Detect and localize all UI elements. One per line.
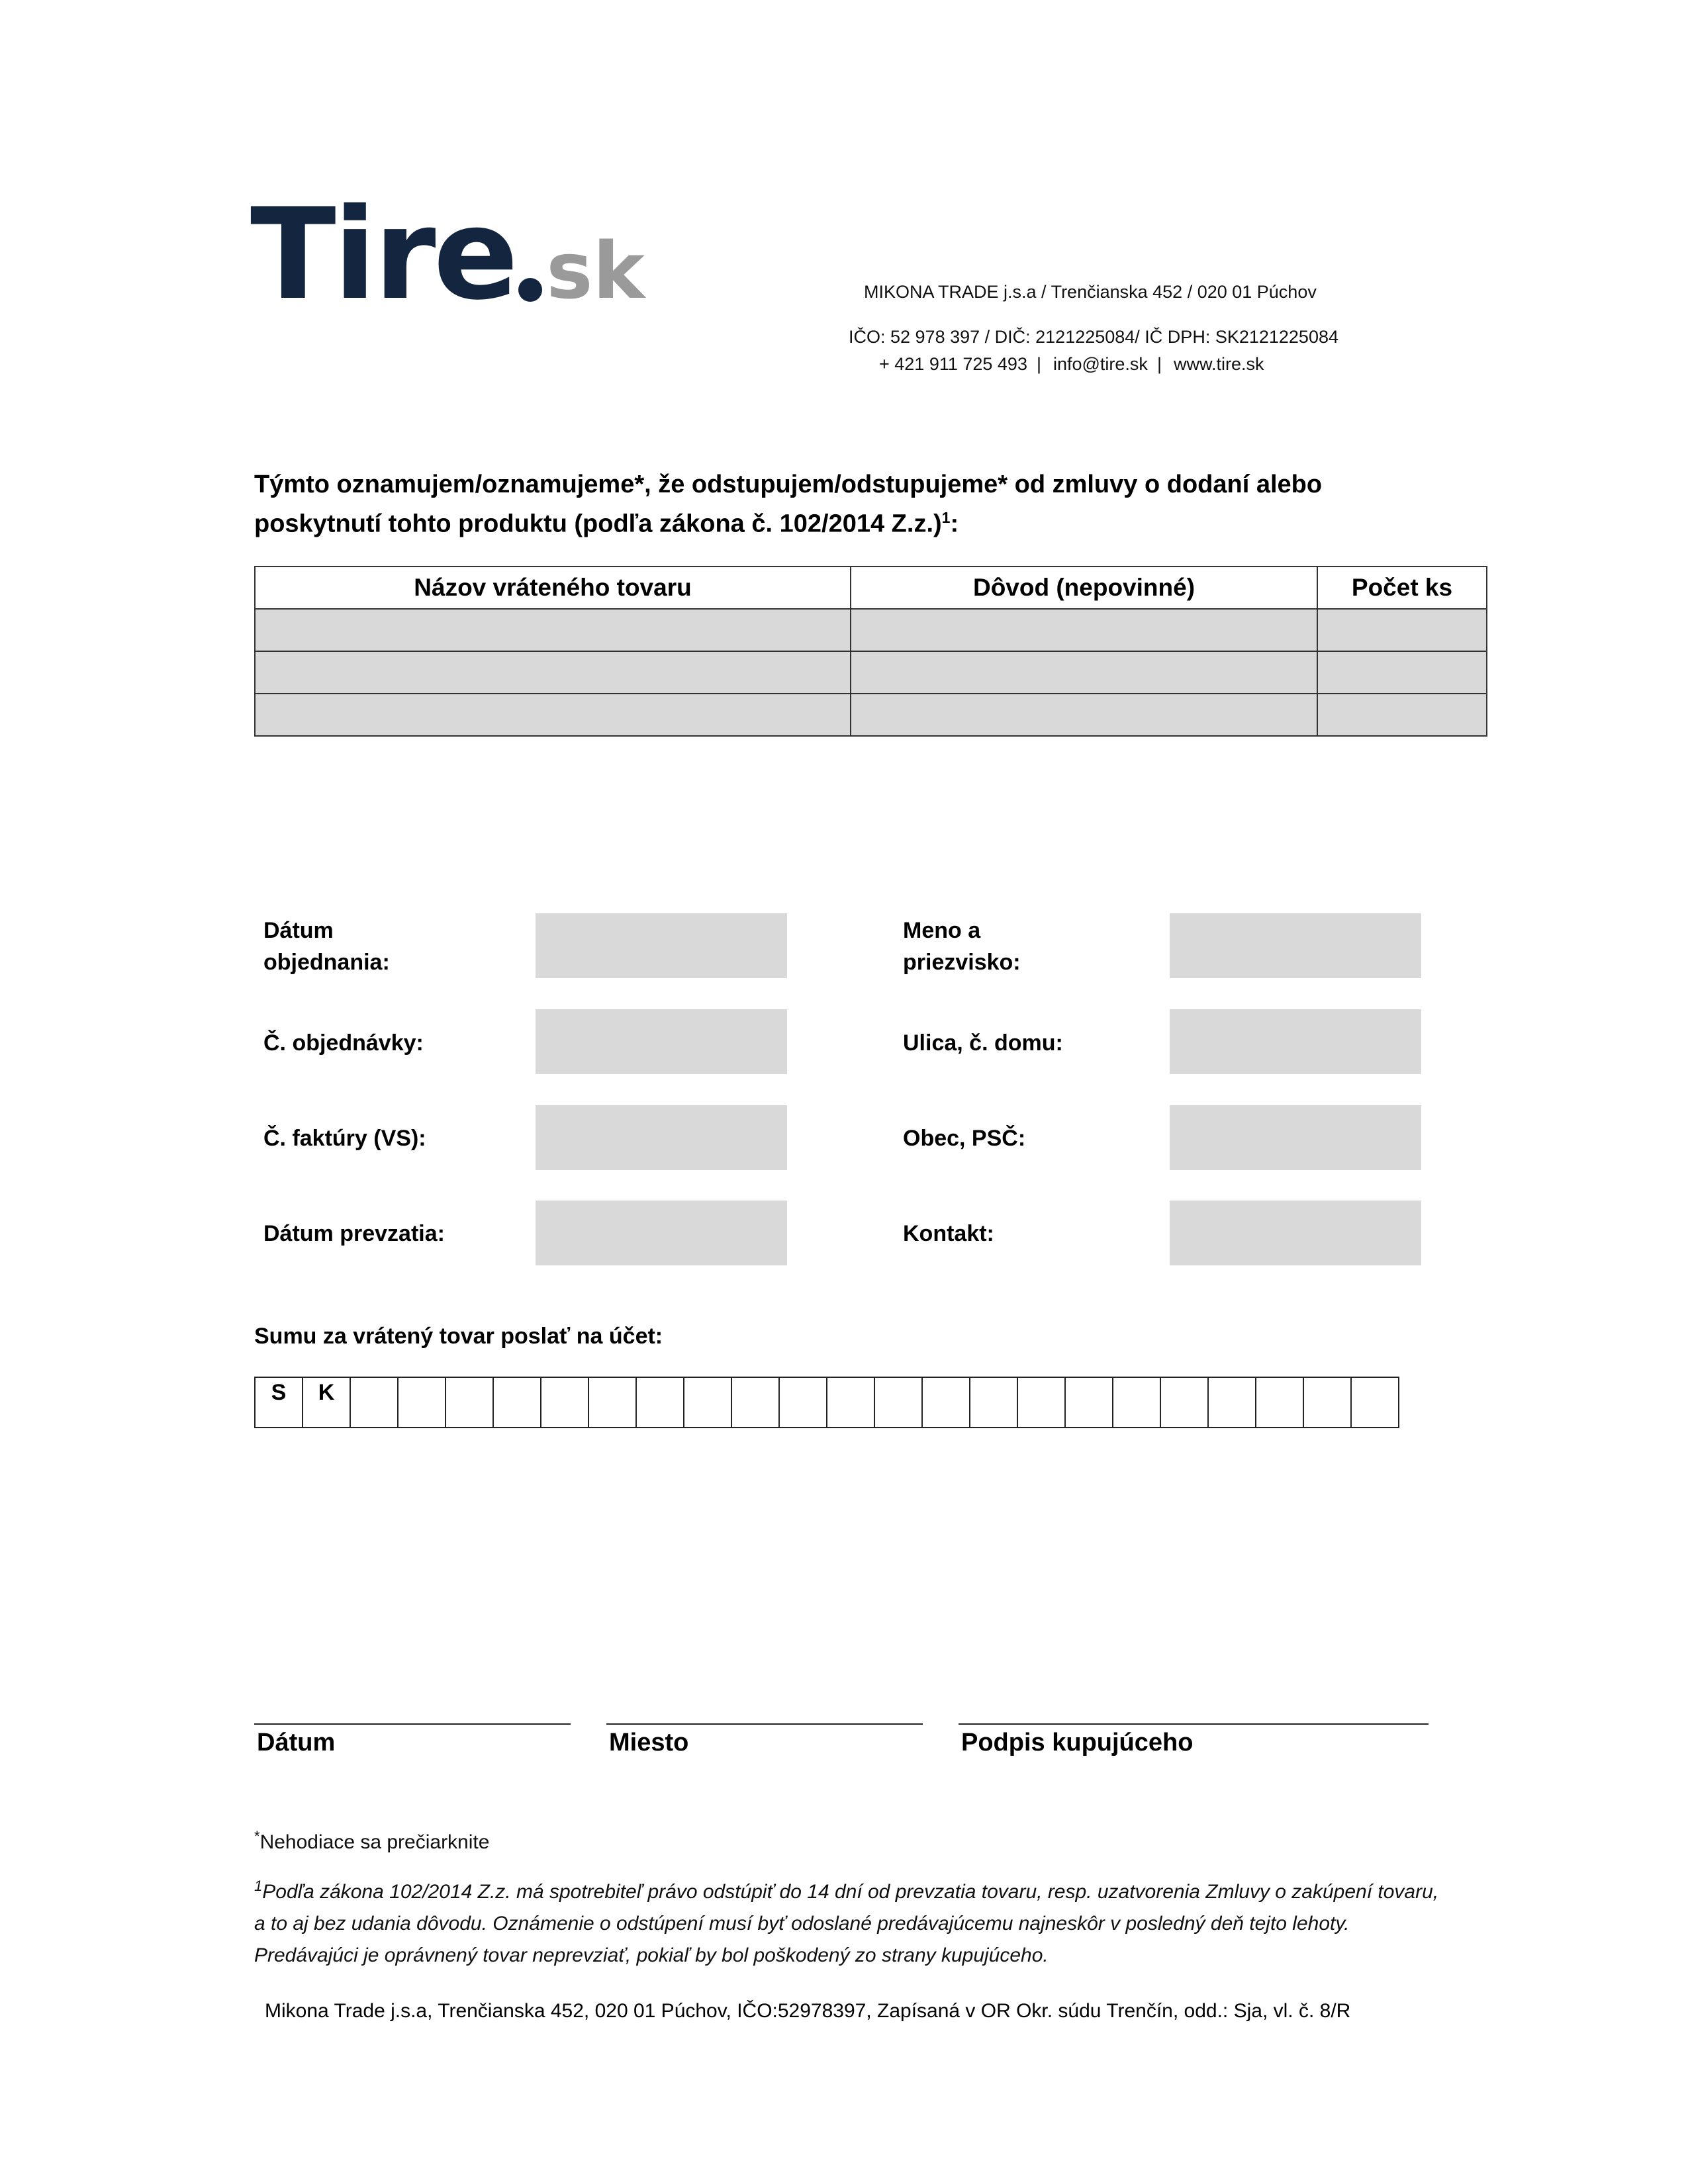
iban-cell[interactable] bbox=[493, 1377, 541, 1428]
date-ordered-field[interactable] bbox=[536, 913, 787, 978]
buyer-signature-line[interactable] bbox=[959, 1723, 1429, 1725]
statement-suffix: : bbox=[950, 510, 959, 538]
iban-cell[interactable] bbox=[398, 1377, 445, 1428]
date-ordered-label: Dátum objednania: bbox=[263, 918, 390, 975]
quantity-input[interactable] bbox=[1317, 694, 1487, 736]
reason-input[interactable] bbox=[851, 609, 1317, 651]
item-name-input[interactable] bbox=[255, 694, 851, 736]
column-header-quantity: Počet ks bbox=[1317, 567, 1487, 609]
table-row bbox=[255, 651, 1487, 694]
logo-dot bbox=[518, 278, 542, 302]
footnote-ref: 1 bbox=[941, 509, 951, 526]
iban-cell[interactable] bbox=[874, 1377, 922, 1428]
column-header-reason: Dôvod (nepovinné) bbox=[851, 567, 1317, 609]
footnote-star-text: Nehodiace sa prečiarknite bbox=[259, 1831, 490, 1853]
iban-cell[interactable] bbox=[588, 1377, 636, 1428]
iban-cell[interactable] bbox=[1160, 1377, 1208, 1428]
iban-row bbox=[255, 1377, 1399, 1428]
footnote-law bbox=[254, 1870, 1439, 1972]
statement-text: Týmto oznamujem/oznamujeme*, že odstupujem/odstupujeme* od zmluvy o dodaní alebo poskytnutí tohto produktu (podľa zákona č. 102/2014 Z.z.) bbox=[254, 471, 1323, 538]
item-name-input[interactable] bbox=[255, 651, 851, 694]
footnote-law-text: Podľa zákona 102/2014 Z.z. má spotrebiteľ právo odstúpiť do 14 dní od prevzatia tovaru, resp. uzatvorenia Zmluvy o zakúpení tovaru, a to aj bez udania dôvodu. Oznámenie o odstúpení musí byť odoslané predávajúcemu najneskôr v posledný deň tejto lehoty. Predávajúci je oprávnený tovar neprevziať, pokiaľ by bol poškodený zo strany kupujúceho. bbox=[254, 1881, 1439, 1966]
iban-cell[interactable] bbox=[922, 1377, 970, 1428]
logo-brand-text: Tire bbox=[250, 181, 516, 328]
separator: | bbox=[1036, 354, 1041, 374]
iban-cell[interactable] bbox=[779, 1377, 827, 1428]
place-signature-line[interactable] bbox=[606, 1723, 923, 1725]
table-row bbox=[255, 694, 1487, 736]
street-label: Ulica, č. domu: bbox=[903, 1030, 1063, 1056]
order-number-field[interactable] bbox=[536, 1009, 787, 1074]
date-signature-line[interactable] bbox=[254, 1723, 571, 1725]
iban-cell[interactable] bbox=[1065, 1377, 1113, 1428]
company-phone: + 421 911 725 493 bbox=[879, 354, 1027, 374]
company-contacts bbox=[879, 354, 1264, 375]
iban-cell: K bbox=[303, 1377, 350, 1428]
iban-cell[interactable] bbox=[1017, 1377, 1065, 1428]
place-label: Miesto bbox=[609, 1729, 689, 1756]
city-zip-label: Obec, PSČ: bbox=[903, 1126, 1026, 1151]
date-received-label: Dátum prevzatia: bbox=[263, 1221, 445, 1246]
company-address: MIKONA TRADE j.s.a / Trenčianska 452 / 020 01 Púchov bbox=[864, 282, 1317, 302]
contact-label: Kontakt: bbox=[903, 1221, 994, 1246]
returned-items-table bbox=[254, 566, 1487, 737]
company-email[interactable]: info@tire.sk bbox=[1053, 354, 1148, 374]
iban-cell[interactable] bbox=[636, 1377, 684, 1428]
footnote-law-mark: 1 bbox=[254, 1878, 263, 1894]
invoice-number-label: Č. faktúry (VS): bbox=[263, 1126, 426, 1151]
iban-cell[interactable] bbox=[1113, 1377, 1160, 1428]
iban-cell[interactable] bbox=[350, 1377, 398, 1428]
iban-cell[interactable] bbox=[731, 1377, 779, 1428]
reason-input[interactable] bbox=[851, 694, 1317, 736]
table-row bbox=[255, 609, 1487, 651]
iban-cell[interactable] bbox=[541, 1377, 588, 1428]
iban-cell[interactable] bbox=[970, 1377, 1017, 1428]
company-logo bbox=[250, 181, 645, 328]
iban-cell[interactable] bbox=[1208, 1377, 1256, 1428]
buyer-signature-label: Podpis kupujúceho bbox=[961, 1729, 1194, 1756]
company-web[interactable]: www.tire.sk bbox=[1173, 354, 1264, 374]
date-received-field[interactable] bbox=[536, 1201, 787, 1265]
column-header-item-name: Názov vráteného tovaru bbox=[255, 567, 851, 609]
city-zip-field[interactable] bbox=[1170, 1105, 1421, 1170]
logo-tld-text: sk bbox=[546, 225, 645, 316]
invoice-number-field[interactable] bbox=[536, 1105, 787, 1170]
full-name-field[interactable] bbox=[1170, 913, 1421, 978]
company-footer: Mikona Trade j.s.a, Trenčianska 452, 020 01 Púchov, IČO:52978397, Zapísaná v OR Okr. súdu Trenčín, odd.: Sja, vl. č. 8/R bbox=[265, 2000, 1351, 2022]
street-field[interactable] bbox=[1170, 1009, 1421, 1074]
full-name-label: Meno a priezvisko: bbox=[903, 918, 1021, 975]
quantity-input[interactable] bbox=[1317, 651, 1487, 694]
iban-cell[interactable] bbox=[684, 1377, 731, 1428]
quantity-input[interactable] bbox=[1317, 609, 1487, 651]
order-number-label: Č. objednávky: bbox=[263, 1030, 424, 1056]
iban-cell[interactable] bbox=[1351, 1377, 1399, 1428]
iban-cell[interactable] bbox=[1303, 1377, 1351, 1428]
iban-cell[interactable] bbox=[1256, 1377, 1303, 1428]
iban-cell[interactable] bbox=[827, 1377, 874, 1428]
item-name-input[interactable] bbox=[255, 609, 851, 651]
table-header-row bbox=[255, 567, 1487, 609]
footnote-star bbox=[254, 1828, 489, 1854]
company-ids: IČO: 52 978 397 / DIČ: 2121225084/ IČ DPH: SK2121225084 bbox=[849, 327, 1338, 347]
separator: | bbox=[1156, 354, 1162, 374]
iban-grid bbox=[254, 1377, 1399, 1428]
footnote-star-mark: * bbox=[254, 1828, 260, 1844]
iban-cell[interactable] bbox=[445, 1377, 493, 1428]
withdrawal-statement bbox=[254, 468, 1419, 541]
reason-input[interactable] bbox=[851, 651, 1317, 694]
iban-cell: S bbox=[255, 1377, 303, 1428]
contact-field[interactable] bbox=[1170, 1201, 1421, 1265]
account-title: Sumu za vrátený tovar poslať na účet: bbox=[254, 1324, 663, 1349]
date-label: Dátum bbox=[257, 1729, 336, 1756]
